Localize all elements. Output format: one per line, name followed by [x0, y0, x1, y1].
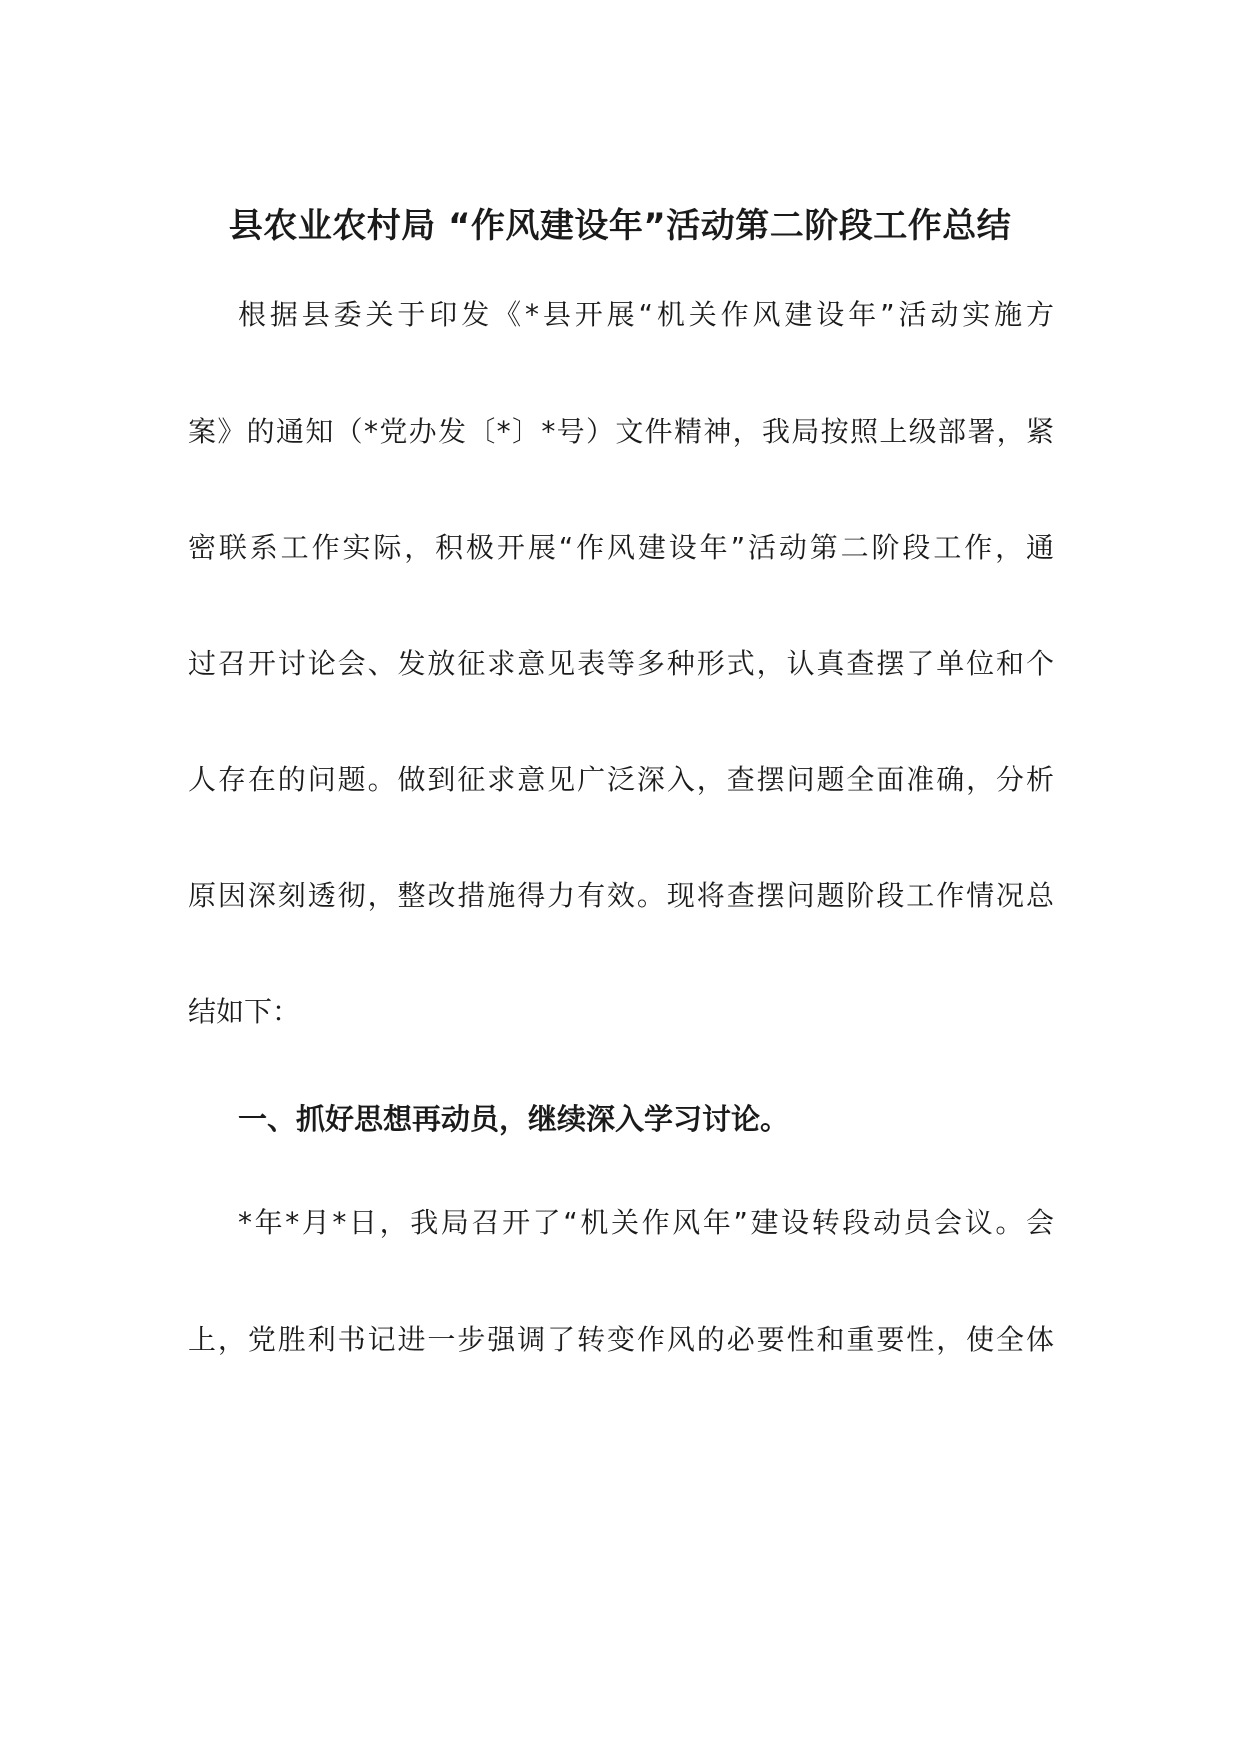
paragraph-line: 上，党胜利书记进一步强调了转变作风的必要性和重要性，使全体	[188, 1323, 1054, 1356]
document-title: 县农业农村局 “作风建设年”活动第二阶段工作总结	[228, 206, 1012, 246]
paragraph-line: 人存在的问题。做到征求意见广泛深入，查摆问题全面准确，分析	[188, 763, 1054, 796]
paragraph-line: 案》的通知（*党办发〔*〕*号）文件精神，我局按照上级部署，紧	[188, 415, 1054, 448]
paragraph-line: 根据县委关于印发《*县开展“机关作风建设年”活动实施方	[238, 298, 1054, 331]
paragraph-line: 密联系工作实际，积极开展“作风建设年”活动第二阶段工作，通	[188, 531, 1054, 564]
paragraph-line: 结如下：	[188, 995, 301, 1028]
paragraph-line: *年*月*日，我局召开了“机关作风年”建设转段动员会议。会	[238, 1206, 1054, 1239]
paragraph-line: 原因深刻透彻，整改措施得力有效。现将查摆问题阶段工作情况总	[188, 879, 1054, 912]
section-heading: 一、抓好思想再动员，继续深入学习讨论。	[238, 1102, 790, 1136]
paragraph-line: 过召开讨论会、发放征求意见表等多种形式，认真查摆了单位和个	[188, 647, 1054, 680]
